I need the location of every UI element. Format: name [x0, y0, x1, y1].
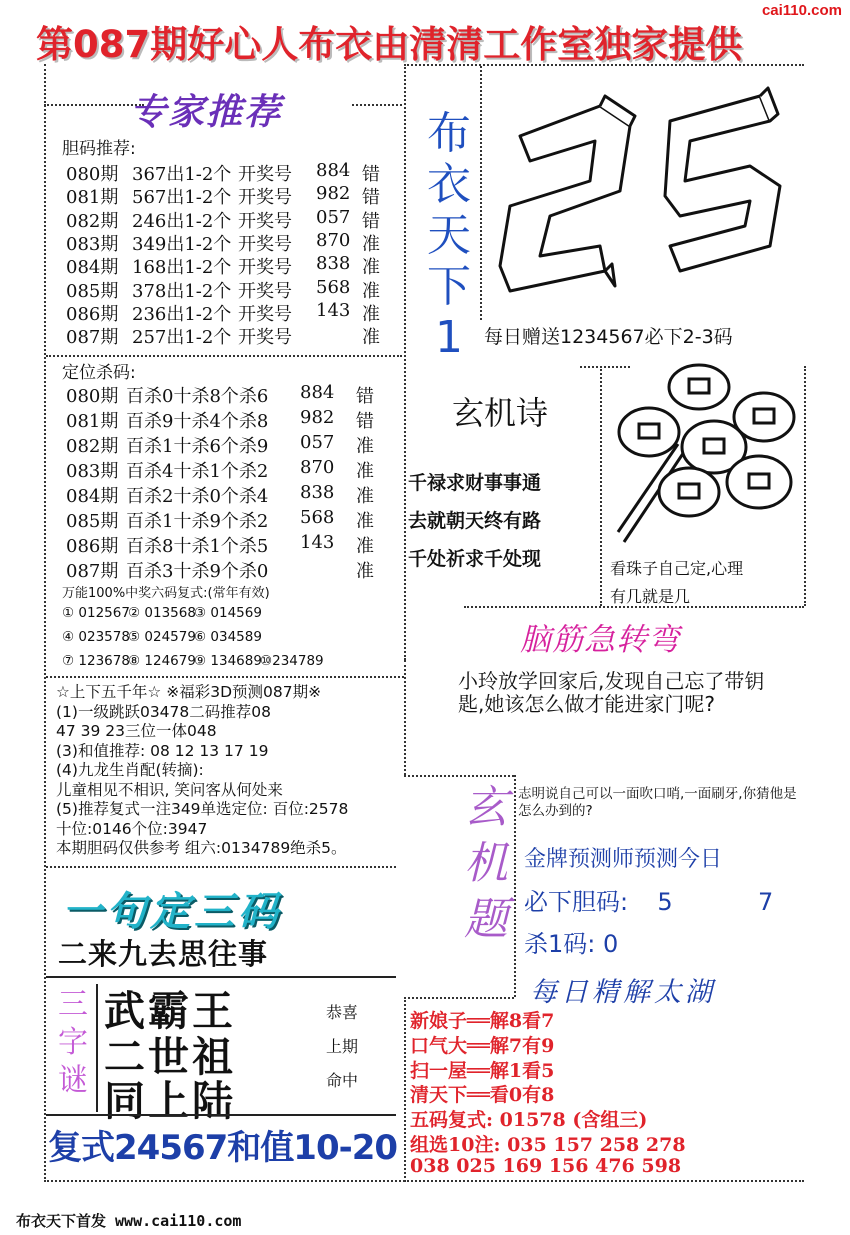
danma-open-label: 开奖号 [238, 303, 292, 325]
page-title: 第087期好心人布衣由清清工作室独家提供 [36, 23, 743, 66]
coins-caption: 有几就是几 [610, 587, 691, 606]
dingwei-kill: 百杀0十杀8个杀6 [126, 386, 269, 407]
combo-item: ⑥ 034589 [194, 629, 262, 645]
combo-item: ③ 014569 [194, 605, 262, 621]
danma-open-label: 开奖号 [238, 280, 292, 302]
danma-pick: 367出1-2个 [132, 164, 232, 185]
expert-title: 专家推荐 [130, 92, 283, 133]
naojin-title: 脑筋急转弯 [520, 622, 680, 658]
danma-pick: 349出1-2个 [132, 233, 232, 255]
danma-verdict: 错 [362, 187, 380, 209]
combo-item: ⑦ 123678 [62, 653, 130, 669]
prediction-line: (5)推荐复式一注349单选定位: 百位:2578 [56, 800, 349, 818]
danma-period: 085期 [66, 280, 119, 302]
danma-verdict: 准 [362, 280, 380, 302]
taihu-line: 038 025 169 156 476 598 [410, 1154, 682, 1177]
szm-char: 三 [58, 987, 88, 1022]
dingwei-kill: 百杀2十杀0个杀4 [126, 486, 269, 507]
danma-period: 087期 [66, 327, 119, 349]
dingwei-verdict: 准 [356, 536, 374, 557]
dingwei-period: 082期 [66, 436, 119, 457]
danma-verdict: 准 [362, 233, 380, 255]
danma-result: 870 [316, 229, 351, 251]
danma-result: 568 [316, 276, 351, 298]
divider [404, 997, 514, 999]
yiju-phrase: 二来九去思往事 [58, 937, 269, 971]
prediction-line: (3)和值推荐: 08 12 13 17 19 [56, 741, 269, 760]
coins-graphic [604, 362, 804, 552]
dingwei-verdict: 准 [356, 436, 374, 457]
riddle-answer: 二世祖 [104, 1033, 236, 1081]
danma-period: 080期 [66, 164, 119, 185]
dingwei-period: 085期 [66, 511, 119, 532]
divider [352, 104, 402, 106]
danma-open-label: 开奖号 [238, 327, 292, 349]
danma-pick: 378出1-2个 [132, 280, 232, 302]
danma-period: 083期 [66, 233, 119, 255]
dingwei-kill: 百杀9十杀4个杀8 [126, 411, 269, 432]
combo-item: ④ 023578 [62, 629, 130, 645]
must-b: 7 [757, 888, 774, 916]
must-row [524, 882, 773, 917]
poem-line: 千处祈求千处现 [408, 548, 542, 570]
danma-verdict: 准 [362, 257, 380, 279]
dingwei-verdict: 准 [356, 511, 374, 532]
xuanji-ti-text: 志明说自己可以一面吹口哨,一面刷牙,你猜他是怎么办到的? [518, 786, 797, 819]
column-divider [404, 660, 406, 775]
column-divider [404, 64, 406, 660]
danma-period: 086期 [66, 303, 119, 325]
danma-period: 084期 [66, 257, 119, 279]
left-border [44, 64, 46, 1179]
divider [404, 775, 514, 777]
riddle-answer: 同上陆 [104, 1077, 236, 1125]
danma-result: 982 [316, 183, 351, 205]
yiju-title: 一句定三码 [62, 889, 282, 935]
combo-item: ⑩234789 [260, 653, 324, 669]
taihu-line: 五码复式: 01578 (含组三) [410, 1109, 648, 1132]
dingwei-kill: 百杀1十杀6个杀9 [126, 436, 269, 457]
buyi-char: 1 [435, 312, 463, 363]
danma-verdict: 错 [362, 210, 380, 232]
prediction-line: 本期胆码仅供参考 组六:0134789绝杀5。 [56, 839, 347, 857]
fushi-text: 复式24567和值10-20 [48, 1128, 398, 1168]
buyi-vertical [422, 108, 476, 363]
must-label: 必下胆码: [524, 888, 629, 916]
buyi-char: 布 [427, 108, 471, 159]
divider [44, 104, 144, 106]
danma-result: 838 [316, 253, 351, 275]
danma-open-label: 开奖号 [238, 257, 292, 279]
coins-caption: 看珠子自己定,心理 [610, 559, 744, 578]
szm-char: 谜 [58, 1063, 88, 1098]
buyi-char: 天 [427, 210, 471, 261]
column-divider [404, 997, 406, 1182]
taihu-line: 口气大══解7有9 [410, 1034, 555, 1057]
poem-line: 千禄求财事事通 [408, 472, 542, 494]
dingwei-result: 838 [300, 482, 335, 503]
coins-icon [604, 362, 804, 552]
combo-item: ⑨ 134689 [194, 653, 262, 669]
naojin-riddle: 小玲放学回家后,发现自己忘了带钥匙,她该怎么做才能进家门呢? [458, 669, 765, 716]
taihu-line: 清天下══看0有8 [410, 1084, 555, 1107]
dingwei-label: 定位杀码: [62, 363, 136, 383]
taihu-line: 扫一屋══解1看5 [410, 1059, 555, 1082]
dingwei-result: 870 [300, 457, 335, 478]
buyi-char: 下 [427, 261, 471, 312]
column-divider [514, 775, 516, 997]
column-divider [600, 366, 602, 606]
bottom-border [44, 1180, 804, 1182]
xuanji-ti-vertical [460, 780, 512, 948]
divider [46, 355, 402, 357]
dingwei-kill: 百杀3十杀9个杀0 [126, 561, 269, 582]
xuanji-ti-char: 机 [464, 838, 508, 889]
xuanji-ti-char: 玄 [464, 782, 508, 833]
dingwei-kill: 百杀8十杀1个杀5 [126, 536, 269, 557]
dingwei-verdict: 准 [356, 486, 374, 507]
kill-row [524, 924, 618, 959]
dingwei-verdict: 准 [356, 561, 374, 582]
divider [46, 676, 404, 678]
danma-pick: 168出1-2个 [132, 257, 232, 279]
danma-open-label: 开奖号 [238, 210, 292, 232]
danma-pick: 246出1-2个 [132, 210, 232, 232]
gongxi-line: 命中 [326, 1071, 359, 1090]
number-25-icon [480, 66, 802, 320]
taihu-title: 每日精解太湖 [530, 977, 716, 1008]
danma-period: 082期 [66, 210, 119, 232]
prediction-line: 儿童相见不相识, 笑问客从何处来 [56, 780, 283, 799]
site-watermark[interactable]: cai110.com [761, 2, 842, 19]
xuanji-ti-char: 题 [464, 894, 508, 945]
must-a: 5 [657, 888, 673, 916]
dingwei-verdict: 错 [356, 411, 374, 432]
combo-item: ⑤ 024579 [128, 629, 196, 645]
dingwei-result: 884 [300, 382, 335, 403]
danma-pick: 236出1-2个 [132, 303, 232, 325]
danma-result: 143 [316, 299, 351, 321]
dingwei-result: 143 [300, 532, 335, 553]
danma-pick: 567出1-2个 [132, 187, 232, 209]
prediction-line: 47 39 23三位一体048 [56, 722, 217, 740]
prediction-line: (4)九龙生肖配(转摘): [56, 761, 204, 779]
gold-title: 金牌预测师预测今日 [524, 847, 723, 872]
dingwei-kill: 百杀4十杀1个杀2 [126, 461, 269, 482]
danma-period: 081期 [66, 187, 119, 209]
danma-pick: 257出1-2个 [132, 327, 232, 349]
kill-label: 杀1码: [524, 930, 596, 958]
footer-text: 布衣天下首发 www.cai110.com [16, 1212, 242, 1230]
dingwei-result: 568 [300, 507, 335, 528]
kill-value: 0 [603, 930, 619, 958]
right-border [804, 366, 806, 606]
combo-item: ⑧ 124679 [128, 653, 196, 669]
danma-open-label: 开奖号 [238, 187, 292, 209]
wanneng-label: 万能100%中奖六码复式:(常年有效) [62, 586, 270, 601]
dingwei-period: 086期 [66, 536, 119, 557]
divider [96, 984, 98, 1112]
danma-label: 胆码推荐: [62, 139, 136, 159]
graphic-frame [480, 66, 482, 320]
riddle-answer: 武霸王 [104, 987, 236, 1035]
danma-open-label: 开奖号 [238, 233, 292, 255]
danma-open-label: 开奖号 [238, 164, 292, 185]
daily-gift-text: 每日赠送1234567必下2-3码 [484, 326, 733, 348]
dingwei-kill: 百杀1十杀9个杀2 [126, 511, 269, 532]
prediction-line: ☆上下五千年☆ ※福彩3D预测087期※ [56, 683, 322, 701]
dingwei-result: 057 [300, 432, 335, 453]
divider [46, 866, 396, 868]
dingwei-period: 080期 [66, 386, 119, 407]
danma-verdict: 准 [362, 303, 380, 325]
poem-title: 玄机诗 [452, 394, 549, 432]
poem-line: 去就朝天终有路 [408, 510, 542, 532]
prediction-line: (1)一级跳跃03478二码推荐08 [56, 702, 271, 721]
divider [46, 1114, 396, 1116]
danma-result: 057 [316, 206, 351, 228]
number-25-graphic [480, 66, 802, 320]
dingwei-period: 081期 [66, 411, 119, 432]
gongxi-line: 上期 [326, 1037, 359, 1056]
dingwei-period: 084期 [66, 486, 119, 507]
dingwei-verdict: 准 [356, 461, 374, 482]
szm-char: 字 [58, 1025, 88, 1060]
gongxi-line: 恭喜 [326, 1003, 359, 1022]
dingwei-result: 982 [300, 407, 335, 428]
danma-verdict: 错 [362, 164, 380, 185]
combo-item: ② 013568 [128, 605, 196, 621]
danma-verdict: 准 [362, 327, 380, 349]
szm-vertical [52, 986, 94, 1100]
dingwei-period: 083期 [66, 461, 119, 482]
dingwei-period: 087期 [66, 561, 119, 582]
prediction-line: 十位:0146个位:3947 [56, 819, 208, 838]
buyi-char: 衣 [427, 159, 471, 210]
combo-item: ① 012567 [62, 605, 130, 621]
taihu-line: 新娘子══解8看7 [410, 1010, 555, 1032]
danma-result: 884 [316, 160, 351, 181]
taihu-line: 组选10注: 035 157 258 278 [410, 1134, 686, 1156]
dingwei-verdict: 错 [356, 386, 374, 407]
